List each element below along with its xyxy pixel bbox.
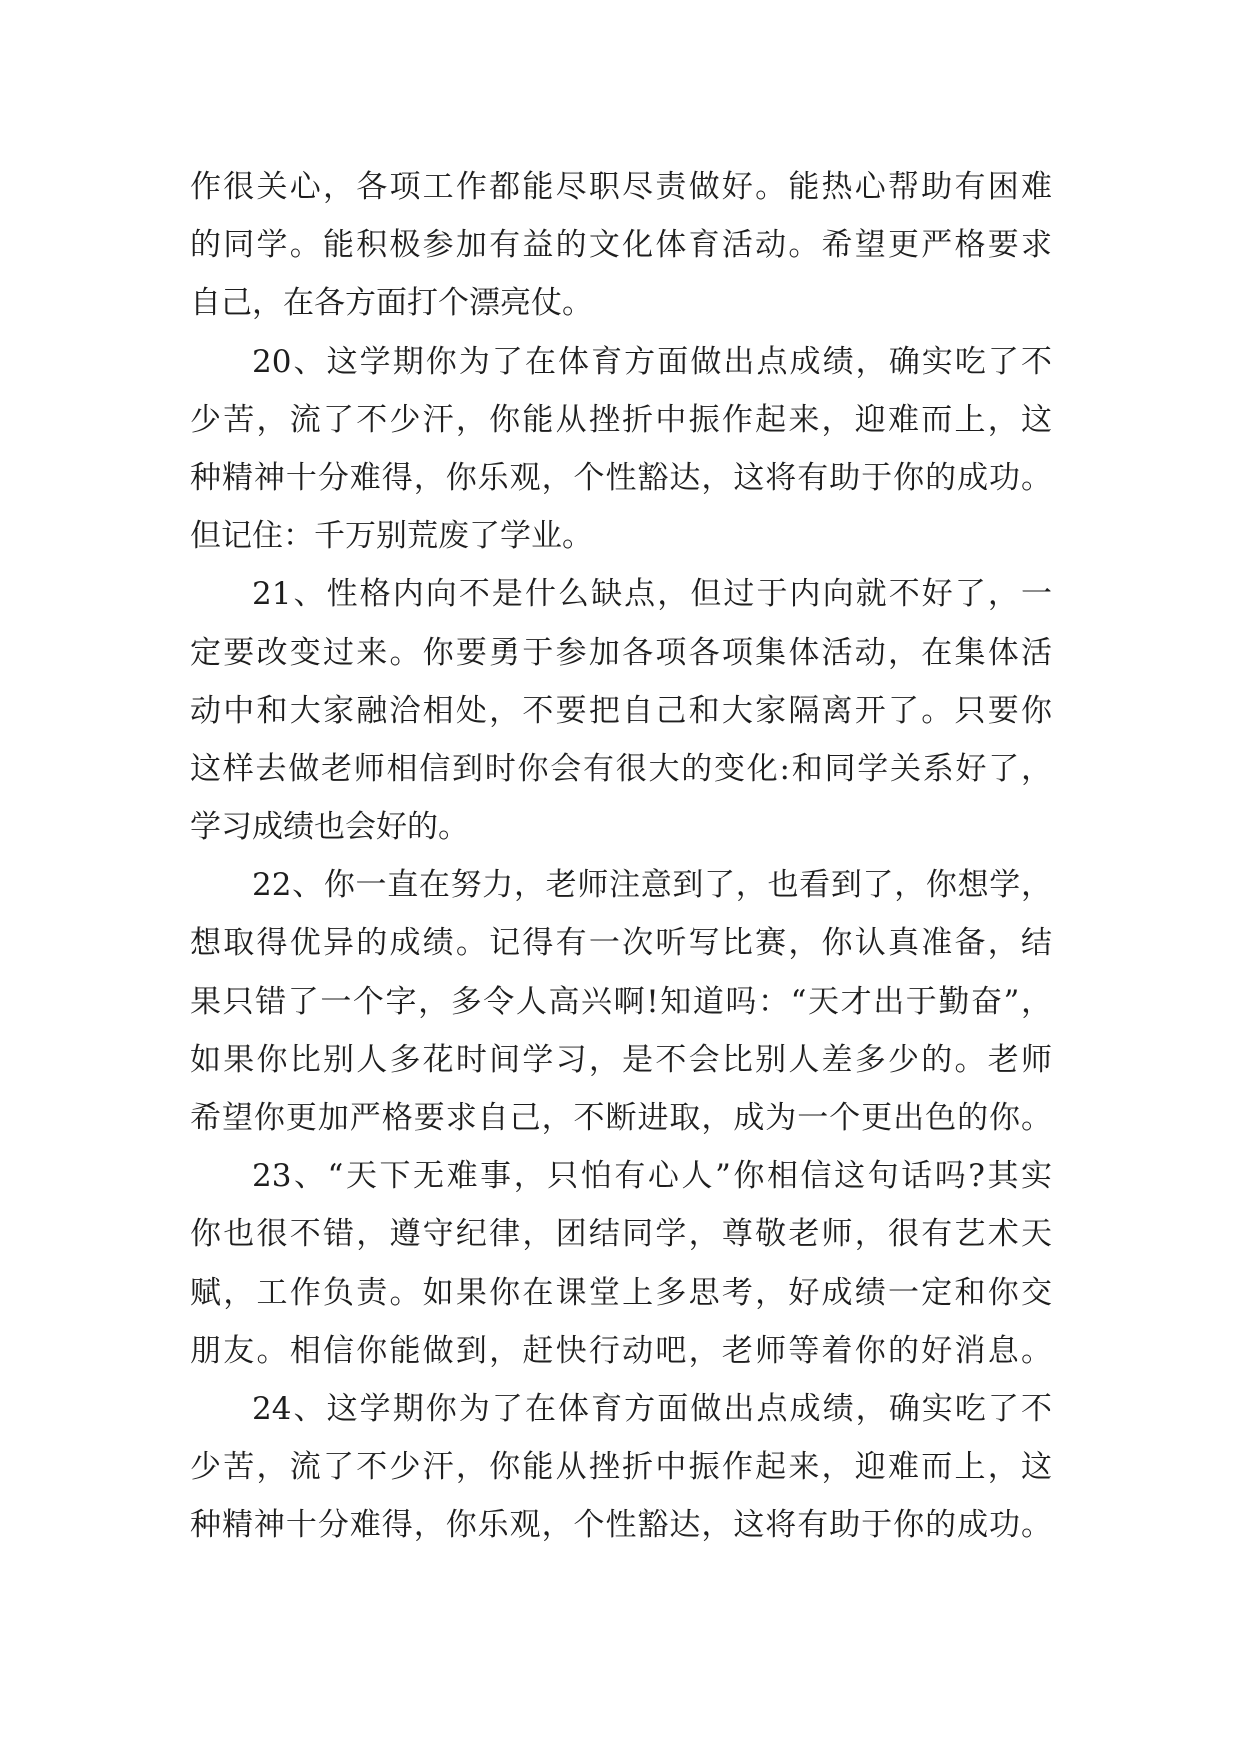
text-line: 种精神十分难得，你乐观，个性豁达，这将有助于你的成功。 (190, 459, 1052, 496)
paragraph-24-start: 24、这学期你为了在体育方面做出点成绩，确实吃了不 (252, 1390, 1052, 1427)
text-line: 自己，在各方面打个漂亮仗。 (190, 285, 593, 322)
paragraph-23-start: 23、“天下无难事，只怕有心人”你相信这句话吗?其实 (252, 1158, 1052, 1195)
text-line: 想取得优异的成绩。记得有一次听写比赛，你认真准备，结 (190, 925, 1052, 962)
text-line: 果只错了一个字，多令人高兴啊!知道吗：“天才出于勤奋”， (190, 983, 1052, 1020)
text-line: 如果你比别人多花时间学习，是不会比别人差多少的。老师 (190, 1041, 1052, 1078)
text-line: 但记住：千万别荒废了学业。 (190, 518, 593, 555)
paragraph-21-start: 21、性格内向不是什么缺点，但过于内向就不好了，一 (252, 576, 1052, 613)
paragraph-22-start: 22、你一直在努力，老师注意到了，也看到了，你想学， (252, 867, 1052, 904)
text-line: 少苦，流了不少汗，你能从挫折中振作起来，迎难而上，这 (190, 401, 1052, 438)
document-body (190, 158, 1052, 1555)
text-line: 赋，工作负责。如果你在课堂上多思考，好成绩一定和你交 (190, 1274, 1052, 1311)
text-line: 定要改变过来。你要勇于参加各项各项集体活动，在集体活 (190, 634, 1052, 671)
text-line: 学习成绩也会好的。 (190, 809, 469, 846)
text-line: 少苦，流了不少汗，你能从挫折中振作起来，迎难而上，这 (190, 1449, 1052, 1486)
text-line: 这样去做老师相信到时你会有很大的变化:和同学关系好了， (190, 750, 1052, 787)
text-line: 你也很不错，遵守纪律，团结同学，尊敬老师，很有艺术天 (190, 1216, 1052, 1253)
text-line: 朋友。相信你能做到，赶快行动吧，老师等着你的好消息。 (190, 1332, 1052, 1369)
text-line: 的同学。能积极参加有益的文化体育活动。希望更严格要求 (190, 227, 1052, 264)
text-line: 希望你更加严格要求自己，不断进取，成为一个更出色的你。 (190, 1100, 1052, 1136)
text-line: 作很关心，各项工作都能尽职尽责做好。能热心帮助有困难 (190, 169, 1052, 205)
text-line: 种精神十分难得，你乐观，个性豁达，这将有助于你的成功。 (190, 1507, 1052, 1544)
paragraph-20-start: 20、这学期你为了在体育方面做出点成绩，确实吃了不 (252, 343, 1052, 380)
text-line: 动中和大家融洽相处，不要把自己和大家隔离开了。只要你 (190, 692, 1052, 729)
